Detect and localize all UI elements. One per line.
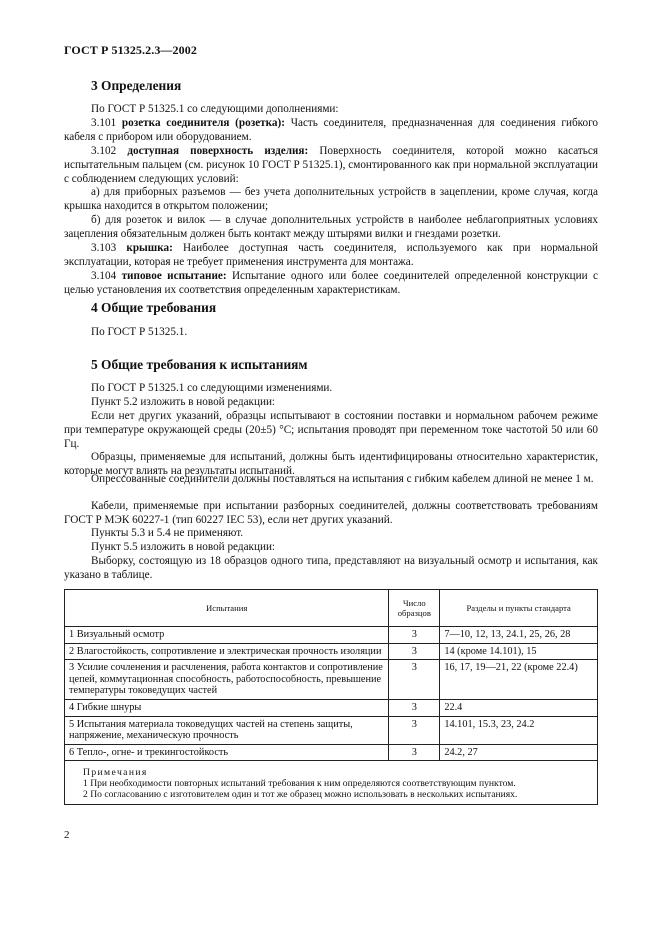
section-4-heading: 4 Общие требования bbox=[91, 300, 217, 315]
page-number: 2 bbox=[64, 829, 70, 841]
notes-title: Примечания bbox=[83, 767, 148, 779]
definition-term: розетка соединителя (розетка): bbox=[121, 117, 285, 129]
table-row bbox=[65, 699, 598, 716]
definition-3102 bbox=[64, 145, 598, 186]
table-notes bbox=[65, 761, 598, 805]
definition-text: Испытание одного или более соединителей определенной конструкции с целью установления их соответствия определенным характеристикам. bbox=[64, 270, 598, 296]
definition-text: Часть соединителя, предназначенная для соединения гибкого кабеля с прибором или оборудованием. bbox=[64, 117, 599, 143]
definition-3104 bbox=[64, 270, 598, 298]
cell-count: 3 bbox=[389, 643, 440, 660]
cell-count: 3 bbox=[389, 744, 440, 761]
definition-number: 3.103 bbox=[91, 242, 127, 254]
header-sections: Разделы и пункты стандарта bbox=[440, 590, 598, 627]
cell-refs: 22.4 bbox=[440, 699, 598, 716]
section-5-line-2: Пункт 5.2 изложить в новой редакции: bbox=[91, 396, 276, 408]
definition-3103 bbox=[64, 242, 598, 270]
section-5-line-5: Опрессованные соединители должны поставляться на испытания с гибким кабелем длиной не менее 1 м. bbox=[91, 473, 594, 485]
table-row bbox=[65, 716, 598, 744]
note-2: 2 По согласованию с изготовителем один и тот же образец можно использовать в нескольких испытаниях. bbox=[83, 789, 518, 801]
definition-text: Поверхность соединителя, которой можно касаться испытательным пальцем (см. рисунок 10 ГОСТ Р 51325.1), смонтированного как при нормальной эксплуатации с соблюдением следующих условий: bbox=[64, 145, 599, 185]
cell-test: 5 Испытания материала токоведущих частей на степень защиты, напряжение, механическую прочность bbox=[65, 716, 389, 744]
cell-test: 3 Усилие сочленения и расчленения, работа контактов и сопротивление цепей, коммутационная способность, работоспособность, превышение температуры токоведущих частей bbox=[65, 660, 389, 700]
cell-count: 3 bbox=[389, 660, 440, 700]
section-5-line-4: Образцы, применяемые для испытаний, должны быть идентифицированы относительно характеристик, которые могут влиять на результаты испытаний. bbox=[64, 451, 598, 477]
section-5-line-6: Кабели, применяемые при испытании разборных соединителей, должны соответствовать требованиям ГОСТ Р МЭК 60227-1 (тип 60227 IEC 53), если нет других указаний. bbox=[64, 500, 598, 526]
cell-count: 3 bbox=[389, 627, 440, 644]
section-5-line-7: Пункты 5.3 и 5.4 не применяют. bbox=[91, 527, 244, 539]
cell-test: 6 Тепло-, огне- и трекингостойкость bbox=[65, 744, 389, 761]
table-row bbox=[65, 660, 598, 700]
definition-term: доступная поверхность изделия: bbox=[127, 145, 309, 157]
definition-term: типовое испытание: bbox=[121, 270, 227, 282]
header-count: Число образцов bbox=[389, 590, 440, 627]
definition-text: Наиболее доступная часть соединителя, используемого как при нормальной эксплуатации, которая не требует применения инструмента для монтажа. bbox=[64, 242, 598, 268]
section-3-intro: По ГОСТ Р 51325.1 со следующими дополнениями: bbox=[91, 103, 339, 115]
section-5-line-8: Пункт 5.5 изложить в новой редакции: bbox=[91, 541, 276, 553]
definition-3102-item-a: а) для приборных разъемов — без учета дополнительных устройств в зацеплении, кроме случая, когда крышка находится в открытом положении; bbox=[64, 186, 598, 212]
table-row bbox=[65, 627, 598, 644]
table-row bbox=[65, 744, 598, 761]
definition-number: 3.104 bbox=[91, 270, 122, 282]
cell-refs: 16, 17, 19—21, 22 (кроме 22.4) bbox=[440, 660, 598, 700]
section-5-heading: 5 Общие требования к испытаниям bbox=[91, 357, 308, 372]
cell-refs: 7—10, 12, 13, 24.1, 25, 26, 28 bbox=[440, 627, 598, 644]
definition-number: 3.101 bbox=[91, 117, 122, 129]
tests-table bbox=[64, 589, 598, 805]
running-header: ГОСТ Р 51325.2.3—2002 bbox=[64, 43, 197, 57]
section-3-heading: 3 Определения bbox=[91, 78, 182, 93]
cell-test: 4 Гибкие шнуры bbox=[65, 699, 389, 716]
table-notes-row bbox=[65, 761, 598, 805]
note-1: 1 При необходимости повторных испытаний требования к ним определяются соответствующим пунктом. bbox=[83, 778, 516, 790]
section-5-line-1: По ГОСТ Р 51325.1 со следующими изменениями. bbox=[91, 382, 333, 394]
table-header-row bbox=[65, 590, 598, 627]
definition-number: 3.102 bbox=[91, 145, 128, 157]
section-5-line-9: Выборку, состоящую из 18 образцов одного типа, представляют на визуальный осмотр и испытания, как указано в таблице. bbox=[64, 555, 598, 581]
cell-refs: 14.101, 15.3, 23, 24.2 bbox=[440, 716, 598, 744]
cell-test: 2 Влагостойкость, сопротивление и электрическая прочность изоляции bbox=[65, 643, 389, 660]
cell-refs: 24.2, 27 bbox=[440, 744, 598, 761]
table-row bbox=[65, 643, 598, 660]
cell-count: 3 bbox=[389, 699, 440, 716]
cell-test: 1 Визуальный осмотр bbox=[65, 627, 389, 644]
cell-count: 3 bbox=[389, 716, 440, 744]
definition-term: крышка: bbox=[126, 242, 173, 254]
header-tests: Испытания bbox=[65, 590, 389, 627]
definition-3101 bbox=[64, 117, 598, 145]
section-5-line-3: Если нет других указаний, образцы испытывают в состоянии поставки и нормальном рабочем режиме при температуре окружающей среды (20±5) °С; испытания проводят при переменном токе частотой 50 или 60 Гц. bbox=[64, 410, 598, 450]
section-4-text: По ГОСТ Р 51325.1. bbox=[91, 326, 188, 338]
cell-refs: 14 (кроме 14.101), 15 bbox=[440, 643, 598, 660]
definition-3102-item-b: б) для розеток и вилок — в случае дополнительных устройств в наиболее неблагоприятных условиях зацепления обязательным должен быть контакт между штырями вилки и гнездами розетки. bbox=[64, 214, 598, 240]
